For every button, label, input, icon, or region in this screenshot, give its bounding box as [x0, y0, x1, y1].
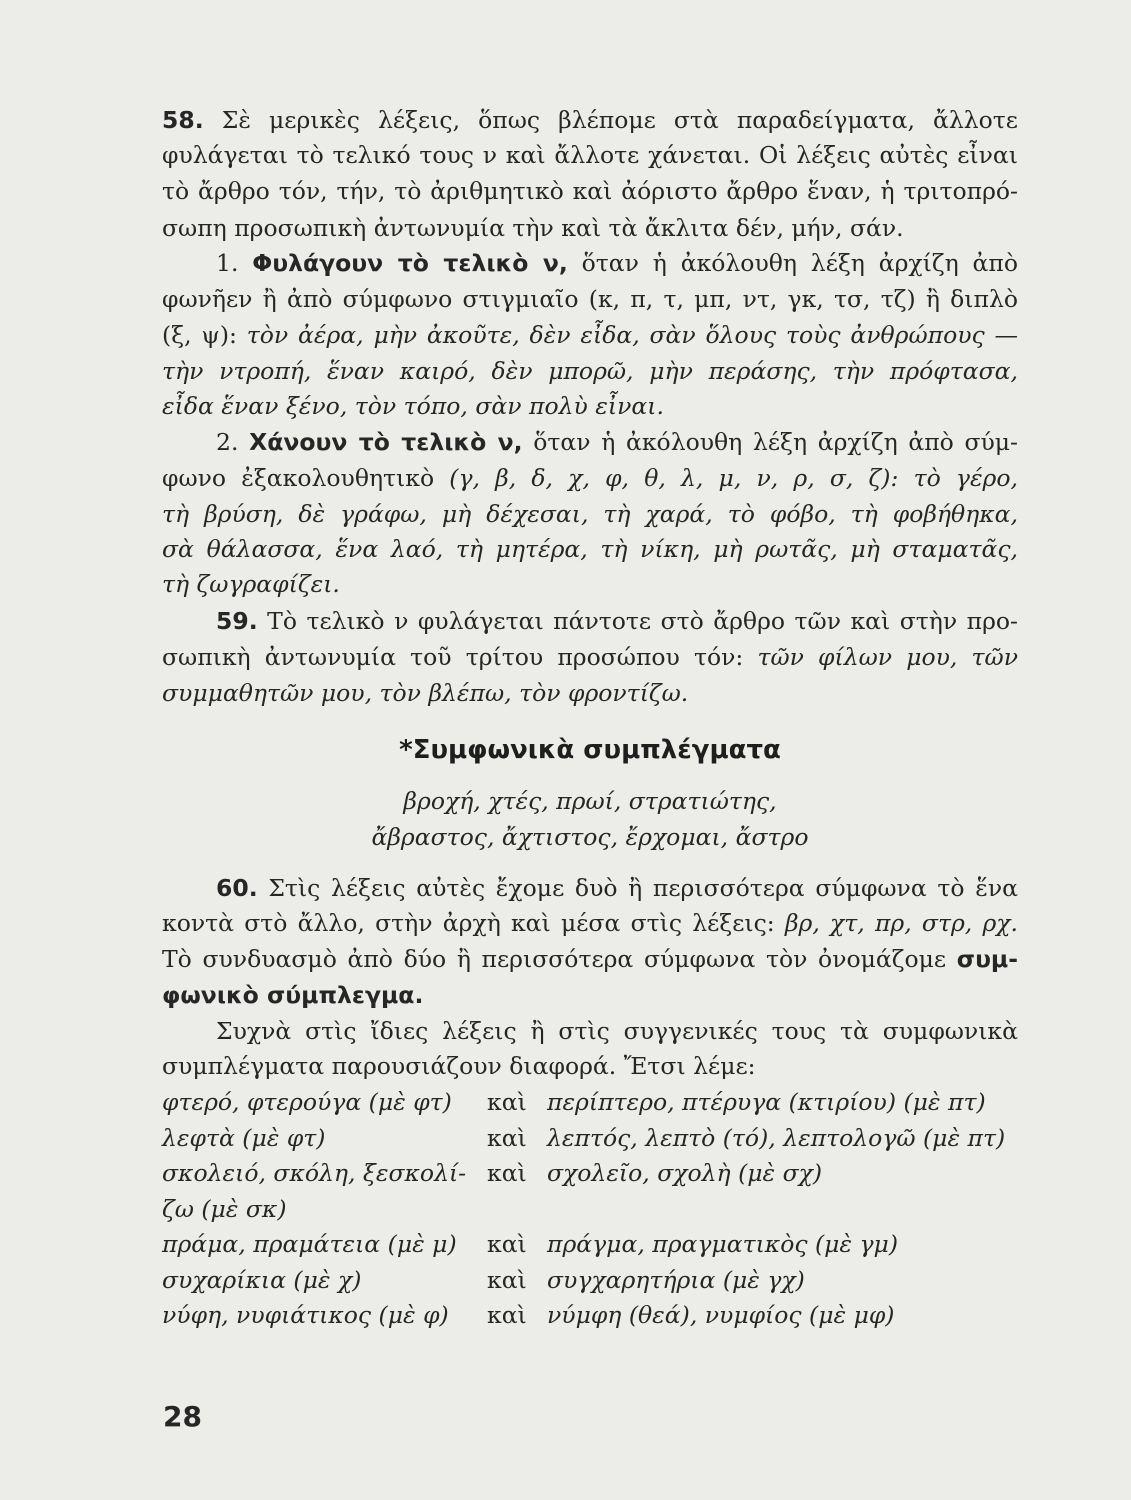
table-row-4-right: πράγμα, πραγματικὸς (μὲ γμ): [547, 1230, 898, 1258]
paragraph-number-58: 58.: [162, 106, 204, 134]
table-row-3-kai: καὶ: [487, 1159, 527, 1187]
table-row-5-left: συχαρίκια (μὲ χ): [162, 1266, 362, 1294]
p58-line-4: σωπη προσωπικὴ ἀντωνυμία τὴν καὶ τὰ ἄκλιτα δέν, μήν, σάν.: [162, 214, 904, 242]
p58-line-2: φυλάγεται τὸ τελικό τους ν καὶ ἄλλοτε χάνεται. Οἱ λέξεις αὐτὲς εἶναι: [162, 141, 1018, 169]
table-row-3-left-a: σκολειό, σκόλη, ξεσκολί-: [162, 1159, 467, 1187]
p60-line-6: συμπλέγματα παρουσιάζουν διαφορά. Ἔτσι λέμε:: [162, 1052, 756, 1080]
table-row-3-right: σχολεῖο, σχολὴ (μὲ σχ): [547, 1159, 823, 1187]
table-row-6-kai: καὶ: [487, 1301, 527, 1329]
rule1-line-2: φωνῆεν ἢ ἀπὸ σύμφωνο στιγμιαῖο (κ, π, τ, μπ, ντ, γκ, τσ, τζ) ἢ διπλὸ: [162, 285, 1018, 313]
table-row-2-left: λεφτὰ (μὲ φτ): [162, 1124, 326, 1152]
p59-line-1: 59. Τὸ τελικὸ ν φυλάγεται πάντοτε στὸ ἄρθρο τῶν καὶ στὴν προ-: [162, 604, 1018, 638]
p60-line-5: Συχνὰ στὶς ἴδιες λέξεις ἢ στὶς συγγενικές τους τὰ συμφωνικὰ: [216, 1017, 1018, 1045]
p58-line-1: 58. Σὲ μερικὲς λέξεις, ὅπως βλέπομε στὰ παραδείγματα, ἄλλοτε: [162, 106, 1018, 134]
paragraph-number-60: 60.: [216, 874, 258, 902]
p60-line-1: 60. Στὶς λέξεις αὐτὲς ἔχομε δυὸ ἢ περισσότερα σύμφωνα τὸ ἕνα: [162, 871, 1018, 905]
paragraph-number-59: 59.: [216, 607, 258, 635]
rule1-line-1: 1. Φυλάγουν τὸ τελικὸ ν, ὅταν ἡ ἀκόλουθη λέξη ἀρχίζη ἀπὸ: [216, 249, 1018, 277]
table-row-3-left-b: ζω (μὲ σκ): [162, 1195, 287, 1223]
rule2-line-4: σὰ θάλασσα, ἕνα λαό, τὴ μητέρα, τὴ νίκη, μὴ ρωτᾶς, μὴ σταματᾶς,: [162, 535, 1018, 563]
page-number: 28: [163, 1400, 202, 1433]
rule2-line-1: 2. Χάνουν τὸ τελικὸ ν, ὅταν ἡ ἀκόλουθη λέξη ἀρχίζη ἀπὸ σύμ-: [216, 428, 1018, 456]
example-line-2: ἄβραστος, ἄχτιστος, ἔρχομαι, ἄστρο: [371, 823, 809, 851]
rule1-line-3: (ξ, ψ): τὸν ἀέρα, μὴν ἀκοῦτε, δὲν εἶδα, σὰν ὅλους τοὺς ἀνθρώπους —: [162, 321, 1018, 349]
p60-line-3: Τὸ συνδυασμὸ ἀπὸ δύο ἢ περισσότερα σύμφωνα τὸν ὀνομάζομε συμ-: [162, 945, 1018, 973]
example-line-1: βροχή, χτές, πρωί, στρατιώτης,: [403, 787, 777, 815]
table-row-1-kai: καὶ: [487, 1088, 527, 1116]
table-row-2-kai: καὶ: [487, 1124, 527, 1152]
table-row-4-left: πράμα, πραμάτεια (μὲ μ): [162, 1230, 457, 1258]
rule2-line-3: τὴ βρύση, δὲ γράφω, μὴ δέχεσαι, τὴ χαρά, τὸ φόβο, τὴ φοβήθηκα,: [162, 500, 1018, 528]
table-row-5-kai: καὶ: [487, 1266, 527, 1294]
rule2-line-2: φωνο ἐξακολουθητικὸ (γ, β, δ, χ, φ, θ, λ, μ, ν, ρ, σ, ζ): τὸ γέρο,: [162, 464, 1018, 492]
p59-line-3: συμμαθητῶν μου, τὸν βλέπω, τὸν φροντίζω.: [162, 679, 689, 707]
table-row-1-right: περίπτερο, πτέρυγα (κτιρίου) (μὲ πτ): [547, 1088, 986, 1116]
rule1-line-5: εἶδα ἕναν ξένο, τὸν τόπο, σὰν πολὺ εἶναι.: [162, 392, 664, 420]
table-row-6-right: νύμφη (θεά), νυμφίος (μὲ μφ): [547, 1301, 895, 1329]
p59-line-2: σωπικὴ ἀντωνυμία τοῦ τρίτου προσώπου τόν: τῶν φίλων μου, τῶν: [162, 643, 1018, 671]
p58-line-3: τὸ ἄρθρο τόν, τήν, τὸ ἀριθμητικὸ καὶ ἀόριστο ἄρθρο ἕναν, ἡ τριτοπρό-: [162, 177, 1018, 205]
rule1-title: Φυλάγουν τὸ τελικὸ ν,: [252, 249, 568, 277]
p60-line-2: κοντὰ στὸ ἄλλο, στὴν ἀρχὴ καὶ μέσα στὶς λέξεις: βρ, χτ, πρ, στρ, ρχ.: [162, 909, 1019, 937]
rule2-line-5: τὴ ζωγραφίζει.: [162, 570, 340, 598]
table-row-4-kai: καὶ: [487, 1230, 527, 1258]
table-row-2-right: λεπτός, λεπτὸ (τό), λεπτολογῶ (μὲ πτ): [547, 1124, 1006, 1152]
table-row-6-left: νύφη, νυφιάτικος (μὲ φ): [162, 1301, 449, 1329]
rule1-line-4: τὴν ντροπή, ἕναν καιρό, δὲν μπορῶ, μὴν περάσης, τὴν πρόφτασα,: [162, 357, 1018, 385]
p60-line-4: φωνικὸ σύμπλεγμα.: [162, 981, 424, 1009]
section-heading: *Συμφωνικὰ συμπλέγματα: [399, 735, 781, 765]
table-row-5-right: συγχαρητήρια (μὲ γχ): [547, 1266, 805, 1294]
table-row-1-left: φτερό, φτερούγα (μὲ φτ): [162, 1088, 452, 1116]
rule2-title: Χάνουν τὸ τελικὸ ν,: [249, 428, 523, 456]
